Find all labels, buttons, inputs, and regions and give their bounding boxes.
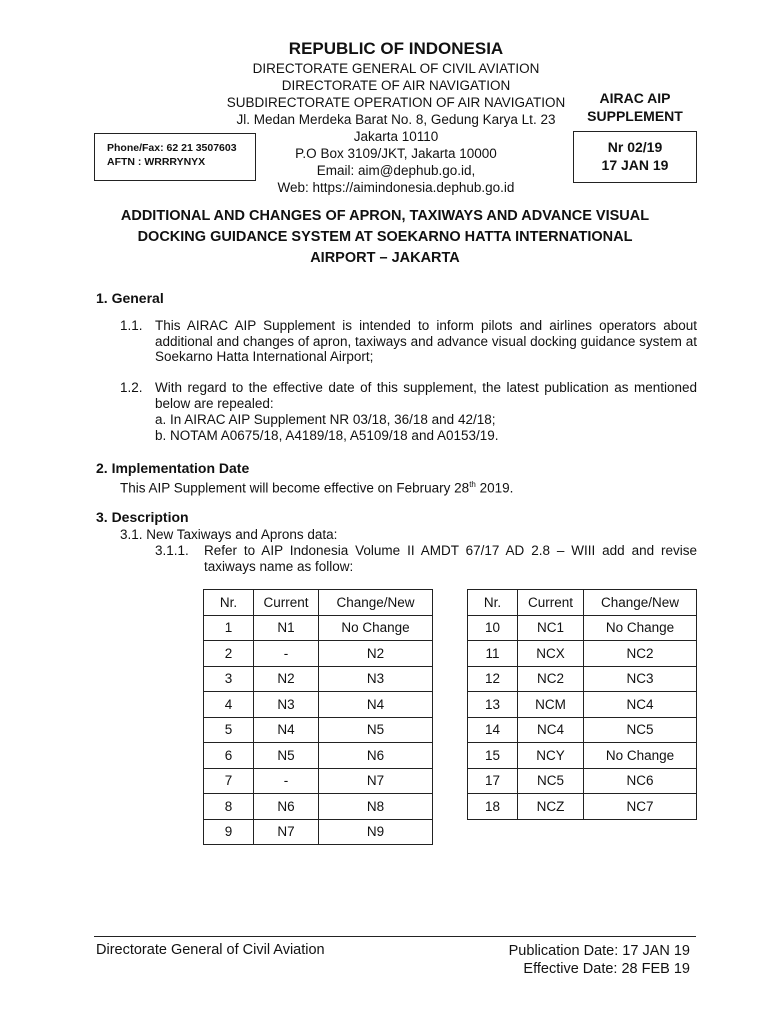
section-2-heading: 2. Implementation Date xyxy=(96,460,250,476)
title-line: DOCKING GUIDANCE SYSTEM AT SOEKARNO HATTA INTERNATIONAL xyxy=(137,229,633,245)
cell-current: NC1 xyxy=(518,615,584,641)
cell-change: NC7 xyxy=(584,794,697,820)
implementation-text-main: This AIP Supplement will become effective on February 28 xyxy=(120,480,470,496)
cell-nr: 4 xyxy=(204,692,254,718)
document-title xyxy=(100,206,670,269)
supplement-number: Nr 02/19 xyxy=(607,139,663,155)
table-row xyxy=(204,666,433,692)
item-1-1-number: 1.1. xyxy=(120,318,143,333)
airac-label xyxy=(578,89,692,125)
contact-box xyxy=(94,133,256,181)
section-1-heading: 1. General xyxy=(96,290,164,306)
cell-current: N5 xyxy=(254,743,319,769)
country-title: REPUBLIC OF INDONESIA xyxy=(288,39,504,58)
cell-change: NC4 xyxy=(584,692,697,718)
header-line: SUBDIRECTORATE OPERATION OF AIR NAVIGATION xyxy=(226,95,566,110)
cell-current: N1 xyxy=(254,615,319,641)
supplement-date: 17 JAN 19 xyxy=(601,157,669,173)
cell-current: N2 xyxy=(254,666,319,692)
cell-current: N6 xyxy=(254,794,319,820)
item-1-2-text: With regard to the effective date of this supplement, the latest publication as mentioned below are repealed: xyxy=(155,380,697,411)
cell-nr: 7 xyxy=(204,768,254,794)
footer-divider xyxy=(94,936,696,937)
item-3-1: 3.1. New Taxiways and Aprons data: xyxy=(120,527,338,542)
table-row xyxy=(468,743,697,769)
header-line: P.O Box 3109/JKT, Jakarta 10000 xyxy=(295,146,497,161)
cell-change: N8 xyxy=(319,794,433,820)
header-line: Jakarta 10110 xyxy=(353,129,439,144)
publication-date: Publication Date: 17 JAN 19 xyxy=(508,943,690,959)
taxiway-table-right xyxy=(467,589,697,820)
cell-nr: 3 xyxy=(204,666,254,692)
cell-change: N7 xyxy=(319,768,433,794)
cell-nr: 13 xyxy=(468,692,518,718)
cell-change: NC6 xyxy=(584,768,697,794)
header-block xyxy=(200,38,592,196)
table-row xyxy=(468,794,697,820)
table-row xyxy=(204,717,433,743)
table-row xyxy=(204,615,433,641)
contact-aftn: AFTN : WRRRYNYX xyxy=(107,156,206,168)
cell-change: N6 xyxy=(319,743,433,769)
item-1-2-number: 1.2. xyxy=(120,380,143,395)
contact-phone: Phone/Fax: 62 21 3507603 xyxy=(107,142,237,154)
cell-change: NC2 xyxy=(584,641,697,667)
cell-current: N7 xyxy=(254,819,319,845)
table-row xyxy=(204,768,433,794)
footer-organization: Directorate General of Civil Aviation xyxy=(96,942,325,958)
table-row xyxy=(204,692,433,718)
airac-line-1: AIRAC AIP xyxy=(599,90,671,106)
cell-current: NCM xyxy=(518,692,584,718)
cell-current: NCX xyxy=(518,641,584,667)
cell-current: NC4 xyxy=(518,717,584,743)
cell-change: N9 xyxy=(319,819,433,845)
taxiway-table-left xyxy=(203,589,433,845)
cell-current: N4 xyxy=(254,717,319,743)
header-current: Current xyxy=(254,590,319,616)
header-line: DIRECTORATE OF AIR NAVIGATION xyxy=(281,78,511,93)
cell-change: NC3 xyxy=(584,666,697,692)
item-1-2-a: a. In AIRAC AIP Supplement NR 03/18, 36/18 and 42/18; xyxy=(155,412,496,427)
cell-nr: 15 xyxy=(468,743,518,769)
header-change: Change/New xyxy=(319,590,433,616)
cell-change: No Change xyxy=(319,615,433,641)
cell-nr: 18 xyxy=(468,794,518,820)
header-line: Email: aim@dephub.go.id, xyxy=(316,163,476,178)
cell-nr: 8 xyxy=(204,794,254,820)
cell-current: NCZ xyxy=(518,794,584,820)
table-header-row xyxy=(468,590,697,616)
cell-change: N4 xyxy=(319,692,433,718)
table-row xyxy=(468,615,697,641)
table-row xyxy=(468,768,697,794)
implementation-text xyxy=(120,477,513,496)
table-row xyxy=(468,641,697,667)
cell-current: - xyxy=(254,768,319,794)
cell-change: NC5 xyxy=(584,717,697,743)
cell-nr: 12 xyxy=(468,666,518,692)
header-nr: Nr. xyxy=(468,590,518,616)
table-row xyxy=(468,717,697,743)
cell-nr: 1 xyxy=(204,615,254,641)
cell-current: - xyxy=(254,641,319,667)
cell-nr: 14 xyxy=(468,717,518,743)
title-line: AIRPORT – JAKARTA xyxy=(310,250,460,266)
cell-nr: 6 xyxy=(204,743,254,769)
item-1-1-text: This AIRAC AIP Supplement is intended to inform pilots and airlines operators about additional and changes of apron, taxiways and advance visual docking guidance system at Soekarno Hatta International Airport; xyxy=(155,318,697,364)
cell-change: No Change xyxy=(584,615,697,641)
header-line: Jl. Medan Merdeka Barat No. 8, Gedung Karya Lt. 23 xyxy=(236,112,556,127)
cell-current: N3 xyxy=(254,692,319,718)
cell-nr: 2 xyxy=(204,641,254,667)
cell-change: No Change xyxy=(584,743,697,769)
cell-current: NC2 xyxy=(518,666,584,692)
cell-current: NCY xyxy=(518,743,584,769)
header-line: Web: https://aimindonesia.dephub.go.id xyxy=(277,180,515,195)
table-row xyxy=(468,666,697,692)
cell-current: NC5 xyxy=(518,768,584,794)
cell-nr: 5 xyxy=(204,717,254,743)
title-line: ADDITIONAL AND CHANGES OF APRON, TAXIWAYS AND ADVANCE VISUAL xyxy=(120,208,650,224)
effective-date: Effective Date: 28 FEB 19 xyxy=(523,961,690,977)
implementation-text-year: 2019. xyxy=(475,480,514,496)
header-nr: Nr. xyxy=(204,590,254,616)
table-header-row xyxy=(204,590,433,616)
table-row xyxy=(204,794,433,820)
cell-nr: 17 xyxy=(468,768,518,794)
table-row xyxy=(204,819,433,845)
airac-line-2: SUPPLEMENT xyxy=(587,108,683,124)
table-row xyxy=(204,641,433,667)
cell-nr: 10 xyxy=(468,615,518,641)
item-3-1-1-text: Refer to AIP Indonesia Volume II AMDT 67/17 AD 2.8 – WIII add and revise taxiways name as follow: xyxy=(204,543,697,574)
item-3-1-1-number: 3.1.1. xyxy=(155,543,189,558)
footer-dates xyxy=(509,942,690,978)
cell-nr: 9 xyxy=(204,819,254,845)
header-change: Change/New xyxy=(584,590,697,616)
header-line: DIRECTORATE GENERAL OF CIVIL AVIATION xyxy=(252,61,540,76)
cell-change: N2 xyxy=(319,641,433,667)
supplement-number-box xyxy=(573,131,697,183)
section-3-heading: 3. Description xyxy=(96,509,189,525)
cell-change: N3 xyxy=(319,666,433,692)
table-row xyxy=(204,743,433,769)
cell-nr: 11 xyxy=(468,641,518,667)
header-current: Current xyxy=(518,590,584,616)
item-1-2-b: b. NOTAM A0675/18, A4189/18, A5109/18 and A0153/19. xyxy=(155,428,499,443)
cell-change: N5 xyxy=(319,717,433,743)
ordinal-suffix: th xyxy=(469,480,476,489)
table-row xyxy=(468,692,697,718)
